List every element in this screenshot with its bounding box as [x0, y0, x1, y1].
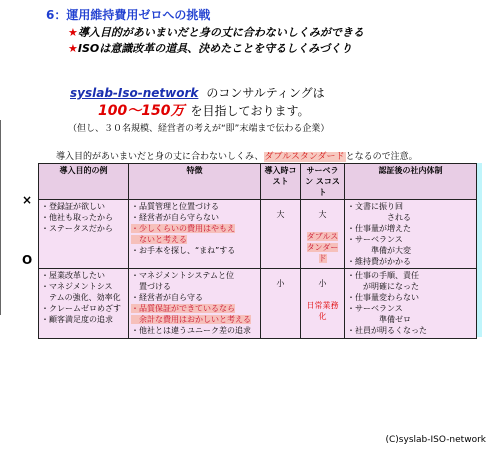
list-item: ・お手本を探し、“まね”する — [131, 246, 236, 255]
double-standard-highlight: ダブルスタンダード — [264, 152, 345, 162]
purpose-cell — [39, 269, 129, 339]
features-cell — [129, 269, 261, 339]
header-post-cert: 認証後の社内体制 — [345, 164, 477, 200]
price-line — [98, 100, 310, 120]
header-purpose: 導入目的の例 — [39, 164, 129, 200]
list-item: ・品質管理と位置づける — [131, 202, 219, 211]
surveillance-cost-cell — [301, 200, 345, 269]
list-item: ・文書に振り回 — [347, 202, 403, 211]
double-standard-label: タンダード — [306, 243, 339, 263]
consulting-line — [70, 84, 325, 101]
intro-text-after: となるので注意。 — [345, 152, 418, 162]
list-item: ・仕事量変わらない — [347, 293, 419, 302]
intro-cost-cell — [261, 200, 301, 269]
list-item: ・サーベランス — [347, 235, 403, 244]
purpose-cell — [39, 200, 129, 269]
price-value: 100～150万 — [98, 103, 185, 119]
list-item: ・登録証が欲しい — [41, 202, 105, 211]
highlighted-item: ・品質保証ができているなら — [131, 304, 235, 313]
cross-mark-icon: × — [22, 193, 33, 207]
list-item: ・維持費がかかる — [347, 257, 411, 266]
heading-line-text: ISOは意識改革の道具、決めたことを守るしくみづくり — [77, 42, 353, 55]
list-item: ・マネジメントシステムと位 — [131, 271, 234, 280]
spacer — [303, 220, 342, 231]
list-item: 置づける — [131, 282, 171, 291]
list-item: が明確になった — [347, 282, 419, 291]
highlighted-item: 余計な費用はおかしいと考える — [131, 315, 251, 324]
slide-title: 6：運用維持費用ゼロへの挑戦 — [46, 8, 211, 22]
heading-line-2 — [68, 40, 352, 56]
routine-work-label: 日常業務化 — [306, 301, 339, 321]
star-icon: ★ — [68, 42, 78, 55]
list-item: ・クレームゼロめざす — [41, 304, 121, 313]
list-item: ・社員が明るくなった — [347, 326, 427, 335]
brand-link[interactable]: syslab-Iso-network — [70, 86, 199, 100]
list-item: ・仕事量が増えた — [347, 224, 411, 233]
list-item: ・経営者が自ら守る — [131, 293, 203, 302]
list-item: ・顧客満足度の追求 — [41, 315, 113, 324]
copyright-footer: (C)syslab-ISO-network — [385, 435, 486, 445]
table-header-row — [39, 164, 477, 200]
header-features: 特徴 — [129, 164, 261, 200]
intro-cost-value: 小 — [276, 279, 285, 288]
list-item: ・サーベランス — [347, 304, 403, 313]
surveillance-cost-value: 大 — [318, 210, 327, 219]
star-icon: ★ — [68, 26, 78, 39]
list-item: ・経営者が自ら守らない — [131, 213, 219, 222]
comparison-table — [38, 163, 477, 339]
condition-note: （但し、３０名規模、経営者の考えが“即”末端まで伝わる企業） — [68, 124, 330, 134]
consulting-text: のコンサルティングは — [206, 86, 325, 100]
surveillance-cost-cell — [301, 269, 345, 339]
list-item: ・他社も取ったから — [41, 213, 113, 222]
heading-line-text: 導入目的があいまいだと身の丈に合わないしくみができる — [77, 26, 364, 39]
highlighted-item: ・少しくらいの費用はやもえ — [131, 224, 235, 233]
intro-cost-value: 大 — [276, 210, 285, 219]
list-item: テムの強化、効率化 — [41, 293, 121, 302]
list-item: ・仕事の手順、責任 — [347, 271, 419, 280]
comparison-table-panel — [38, 163, 482, 337]
post-cert-cell — [345, 200, 477, 269]
list-item: ・他社とは違うユニーク差の追求 — [131, 326, 251, 335]
list-item: される — [347, 213, 411, 222]
table-row — [39, 269, 477, 339]
list-item: ・屋業改革したい — [41, 271, 105, 280]
header-surveillance-cost: サーベラン スコスト — [301, 164, 345, 200]
heading-line-1 — [68, 24, 364, 40]
table-row — [39, 200, 477, 269]
surveillance-cost-value: 小 — [318, 279, 327, 288]
double-standard-label: ダブルス — [306, 232, 339, 241]
list-item: 準備ゼロ — [347, 315, 411, 324]
post-cert-cell — [345, 269, 477, 339]
intro-line — [56, 149, 418, 162]
list-item: ・ステータスだから — [41, 224, 113, 233]
spacer — [303, 289, 342, 300]
features-cell — [129, 200, 261, 269]
header-intro-cost: 導入時コスト — [261, 164, 301, 200]
intro-text: 導入目的があいまいだと身の丈に合わないしくみ、 — [56, 152, 264, 162]
left-margin-line — [0, 120, 1, 315]
price-text: を目指しております。 — [190, 104, 310, 118]
intro-cost-cell — [261, 269, 301, 339]
list-item: 準備が大変 — [347, 246, 411, 255]
circle-mark-icon: O — [22, 253, 33, 267]
highlighted-item: ないと考える — [131, 235, 187, 244]
list-item: ・マネジメントシス — [41, 282, 113, 291]
